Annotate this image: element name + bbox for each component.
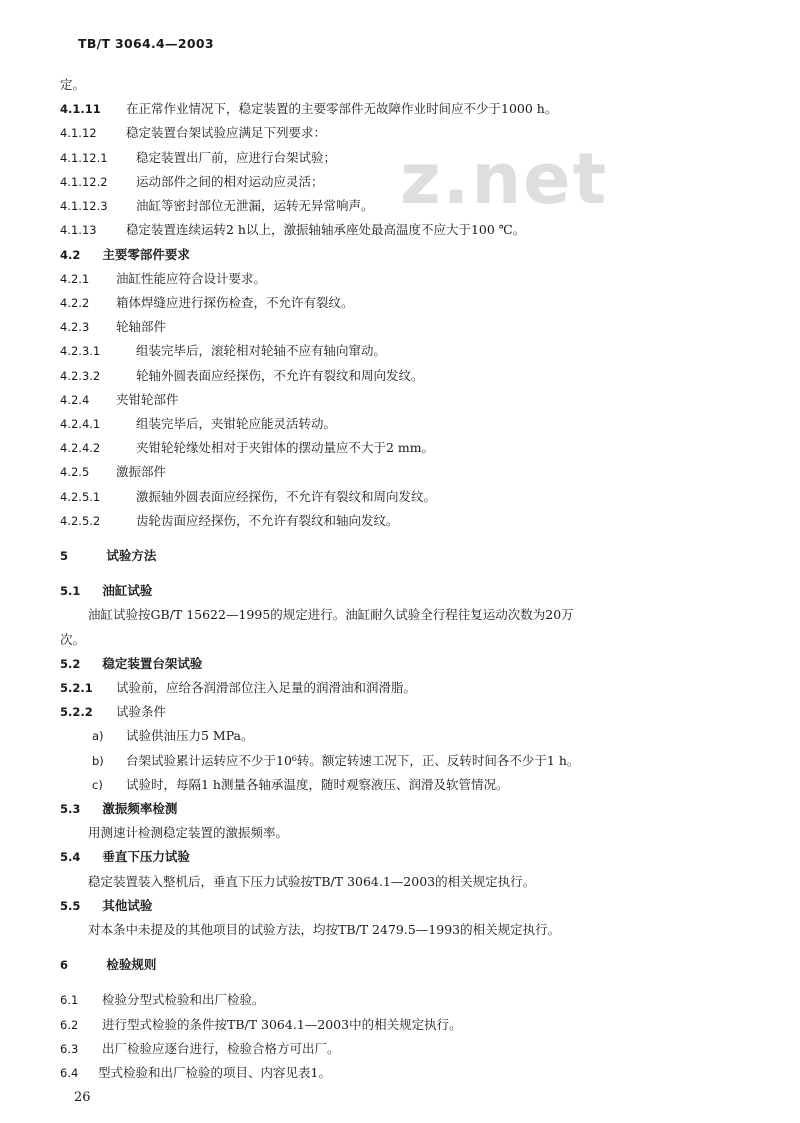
clause-6-1 — [60, 991, 265, 1009]
clause-4-1-11 — [60, 100, 557, 118]
clause-text: 稳定装置连续运转2 h以上，激振轴轴承座处最高温度不应大于100 ℃。 — [125, 222, 526, 237]
clause-text: 稳定装置台架试验应满足下列要求： — [125, 125, 326, 140]
clause-text: 试验条件 — [115, 704, 166, 719]
clause-number: 4.2.3.2 — [60, 369, 101, 383]
section-5-2-heading — [60, 655, 202, 673]
paragraph-text: 稳定装置装入整机后，垂直下压力试验按TB/T 3064.1—2003的相关规定执行。 — [88, 874, 536, 889]
section-number: 5.3 — [60, 802, 81, 816]
section-number: 5.2 — [60, 657, 81, 671]
clause-6-4 — [60, 1064, 331, 1082]
clause-5-2-2 — [60, 703, 166, 721]
clause-number: 4.1.13 — [60, 223, 97, 237]
document-code: TB/T 3064.4—2003 — [78, 36, 214, 51]
clause-4-2-5 — [60, 463, 166, 481]
clause-text: 试验前，应给各润滑部位注入足量的润滑油和润滑脂。 — [115, 680, 416, 695]
clause-text: 组装完毕后，滚轮相对轮轴不应有轴向窜动。 — [135, 343, 386, 358]
paragraph-line — [88, 921, 560, 939]
clause-6-3 — [60, 1040, 340, 1058]
clause-text: 夹钳轮轮缘处相对于夹钳体的摆动量应不大于2 mm。 — [135, 440, 435, 455]
section-title: 稳定装置台架试验 — [102, 656, 203, 671]
clause-text: 激振部件 — [115, 464, 166, 479]
list-text: 试验供油压力5 MPa。 — [125, 728, 254, 743]
clause-4-2-3 — [60, 318, 166, 336]
section-number: 5.1 — [60, 584, 81, 598]
paragraph-line — [60, 631, 85, 649]
paragraph-line — [88, 824, 288, 842]
clause-text: 在正常作业情况下，稳定装置的主要零部件无故障作业时间应不少于1000 h。 — [125, 101, 558, 116]
clause-4-1-12 — [60, 124, 326, 142]
list-text: 台架试验累计运转应不少于10⁶转。额定转速工况下，正、反转时间各不少于1 h。 — [125, 753, 580, 768]
section-number: 5.4 — [60, 850, 81, 864]
clause-text: 轮轴部件 — [115, 319, 166, 334]
clause-number: 4.2.3.1 — [60, 344, 101, 358]
clause-4-2-4-2 — [60, 439, 434, 457]
list-marker: b) — [92, 754, 104, 768]
clause-number: 6.3 — [60, 1042, 79, 1056]
clause-text: 运动部件之间的相对运动应灵活； — [135, 174, 324, 189]
clause-number: 5.2.1 — [60, 681, 93, 695]
clause-4-1-12-3 — [60, 197, 374, 215]
list-text: 试验时，每隔1 h测量各轴承温度，随时观察液压、润滑及软管情况。 — [125, 777, 509, 792]
clause-5-2-1 — [60, 679, 416, 697]
text-line — [60, 76, 85, 94]
section-title: 主要零部件要求 — [102, 247, 190, 262]
clause-text: 进行型式检验的条件按TB/T 3064.1—2003中的相关规定执行。 — [101, 1017, 462, 1032]
clause-text: 油缸等密封部位无泄漏，运转无异常响声。 — [135, 198, 374, 213]
clause-number: 4.1.12.3 — [60, 199, 108, 213]
section-number: 5 — [60, 549, 69, 563]
clause-number: 4.2.5 — [60, 465, 90, 479]
clause-number: 5.2.2 — [60, 705, 93, 719]
line-text: 定。 — [60, 77, 86, 92]
clause-number: 6.1 — [60, 993, 79, 1007]
clause-number: 6.2 — [60, 1018, 79, 1032]
paragraph-line — [88, 606, 574, 624]
clause-number: 4.1.12.1 — [60, 151, 108, 165]
list-marker: a) — [92, 729, 104, 743]
clause-text: 出厂检验应逐台进行，检验合格方可出厂。 — [101, 1041, 340, 1056]
section-5-1-heading — [60, 582, 152, 600]
clause-number: 6.4 — [60, 1066, 79, 1080]
clause-text: 轮轴外圆表面应经探伤，不允许有裂纹和周向发纹。 — [135, 368, 424, 383]
clause-text: 稳定装置出厂前，应进行台架试验； — [135, 150, 336, 165]
section-5-heading — [60, 547, 156, 565]
clause-text: 箱体焊缝应进行探伤检查，不允许有裂纹。 — [115, 295, 354, 310]
paragraph-text: 对本条中未提及的其他项目的试验方法，均按TB/T 2479.5—1993的相关规定执行。 — [88, 922, 561, 937]
list-item-c — [92, 776, 508, 794]
section-number: 4.2 — [60, 248, 81, 262]
clause-text: 齿轮齿面应经探伤，不允许有裂纹和轴向发纹。 — [135, 513, 399, 528]
section-number: 6 — [60, 958, 69, 972]
clause-4-2-3-2 — [60, 367, 424, 385]
section-5-3-heading — [60, 800, 177, 818]
clause-number: 4.2.5.1 — [60, 490, 101, 504]
clause-number: 4.1.12.2 — [60, 175, 108, 189]
clause-4-2-1 — [60, 270, 266, 288]
clause-4-2-2 — [60, 294, 354, 312]
clause-4-2-4 — [60, 391, 179, 409]
clause-4-1-12-1 — [60, 149, 336, 167]
paragraph-text: 油缸试验按GB/T 15622—1995的规定进行。油缸耐久试验全行程往复运动次数为20万 — [88, 607, 574, 622]
section-title: 其他试验 — [102, 898, 153, 913]
clause-number: 4.2.4.1 — [60, 417, 101, 431]
clause-number: 4.2.3 — [60, 320, 90, 334]
clause-number: 4.1.12 — [60, 126, 97, 140]
clause-text: 激振轴外圆表面应经探伤，不允许有裂纹和周向发纹。 — [135, 489, 436, 504]
clause-4-2-5-1 — [60, 488, 436, 506]
section-title: 垂直下压力试验 — [102, 849, 190, 864]
section-number: 5.5 — [60, 899, 81, 913]
clause-number: 4.2.4 — [60, 393, 90, 407]
clause-number: 4.2.4.2 — [60, 441, 101, 455]
list-item-a — [92, 727, 254, 745]
paragraph-text: 次。 — [60, 632, 86, 647]
clause-text: 夹钳轮部件 — [115, 392, 179, 407]
section-5-4-heading — [60, 848, 190, 866]
clause-number: 4.2.1 — [60, 272, 90, 286]
clause-text: 油缸性能应符合设计要求。 — [115, 271, 266, 286]
section-5-5-heading — [60, 897, 152, 915]
page-number: 26 — [74, 1090, 91, 1105]
section-title: 油缸试验 — [102, 583, 153, 598]
clause-text: 检验分型式检验和出厂检验。 — [101, 992, 265, 1007]
section-4-2-heading — [60, 246, 190, 264]
list-marker: c) — [92, 778, 103, 792]
section-title: 激振频率检测 — [102, 801, 178, 816]
list-item-b — [92, 752, 579, 770]
clause-number: 4.2.5.2 — [60, 514, 101, 528]
paragraph-text: 用测速计检测稳定装置的激振频率。 — [88, 825, 289, 840]
paragraph-line — [88, 873, 535, 891]
clause-text: 组装完毕后，夹钳轮应能灵活转动。 — [135, 416, 336, 431]
section-6-heading — [60, 956, 156, 974]
clause-4-2-5-2 — [60, 512, 399, 530]
section-title: 检验规则 — [106, 957, 157, 972]
clause-4-2-4-1 — [60, 415, 336, 433]
clause-number: 4.2.2 — [60, 296, 90, 310]
section-title: 试验方法 — [106, 548, 157, 563]
watermark: z.net — [400, 138, 609, 220]
clause-text: 型式检验和出厂检验的项目、内容见表1。 — [98, 1065, 331, 1080]
clause-4-1-13 — [60, 221, 525, 239]
clause-4-1-12-2 — [60, 173, 324, 191]
clause-4-2-3-1 — [60, 342, 386, 360]
clause-number: 4.1.11 — [60, 102, 101, 116]
clause-6-2 — [60, 1016, 462, 1034]
